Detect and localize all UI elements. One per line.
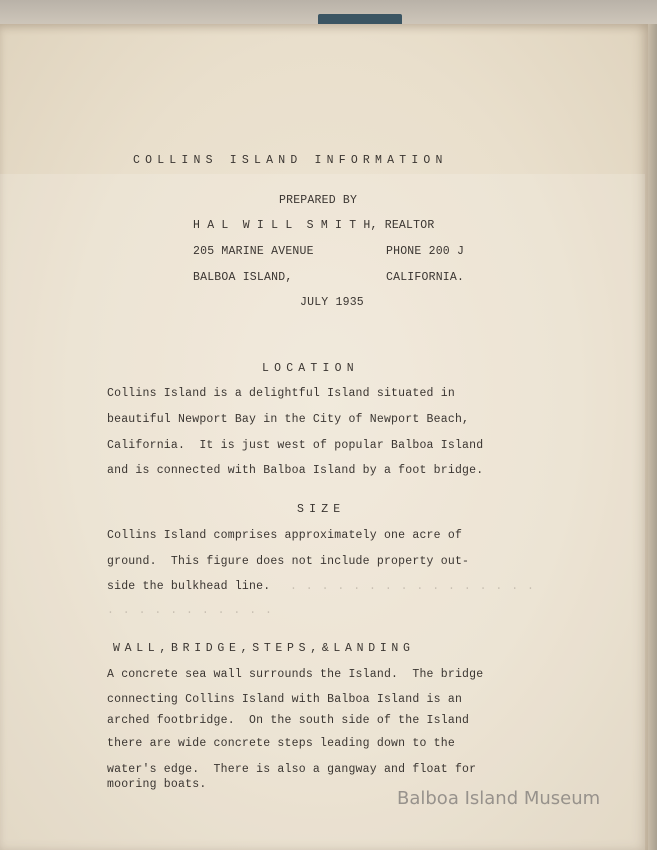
erased-text: . . . . . . . . . . . [107, 604, 273, 617]
address: 205 MARINE AVENUE [193, 245, 314, 258]
state: CALIFORNIA. [386, 271, 465, 284]
page-edge [648, 24, 657, 850]
wall-line: arched footbridge. On the south side of the Island [107, 714, 470, 727]
location-line: Collins Island is a delightful Island situated in [107, 387, 455, 400]
city: BALBOA ISLAND, [193, 271, 293, 284]
erased-text: . . . . . . . . . . . . . . . . [290, 580, 535, 593]
location-line: and is connected with Balboa Island by a foot bridge. [107, 464, 484, 477]
location-line: California. It is just west of popular Balboa Island [107, 439, 484, 452]
phone: PHONE 200 J [386, 245, 465, 258]
size-line: ground. This figure does not include property out- [107, 555, 470, 568]
wall-line: mooring boats. [107, 778, 207, 791]
realtor-name: H A L W I L L S M I T H, REALTOR [193, 219, 435, 232]
wall-line: there are wide concrete steps leading down to the [107, 737, 455, 750]
date: JULY 1935 [300, 296, 364, 309]
wall-line: A concrete sea wall surrounds the Island. The bridge [107, 668, 484, 681]
wall-line: water's edge. There is also a gangway and float for [107, 763, 477, 776]
wall-heading: WALL,BRIDGE,STEPS,&LANDING [113, 642, 415, 655]
top-binding-strip [0, 0, 657, 26]
location-line: beautiful Newport Bay in the City of Newport Beach, [107, 413, 470, 426]
location-heading: LOCATION [262, 362, 359, 375]
prepared-by: PREPARED BY [279, 194, 358, 207]
document-title: COLLINS ISLAND INFORMATION [133, 154, 448, 167]
size-heading: SIZE [297, 503, 346, 516]
size-line: side the bulkhead line. [107, 580, 271, 593]
wall-line: connecting Collins Island with Balboa Island is an [107, 693, 463, 706]
size-line: Collins Island comprises approximately one acre of [107, 529, 463, 542]
museum-watermark: Balboa Island Museum [397, 788, 601, 809]
